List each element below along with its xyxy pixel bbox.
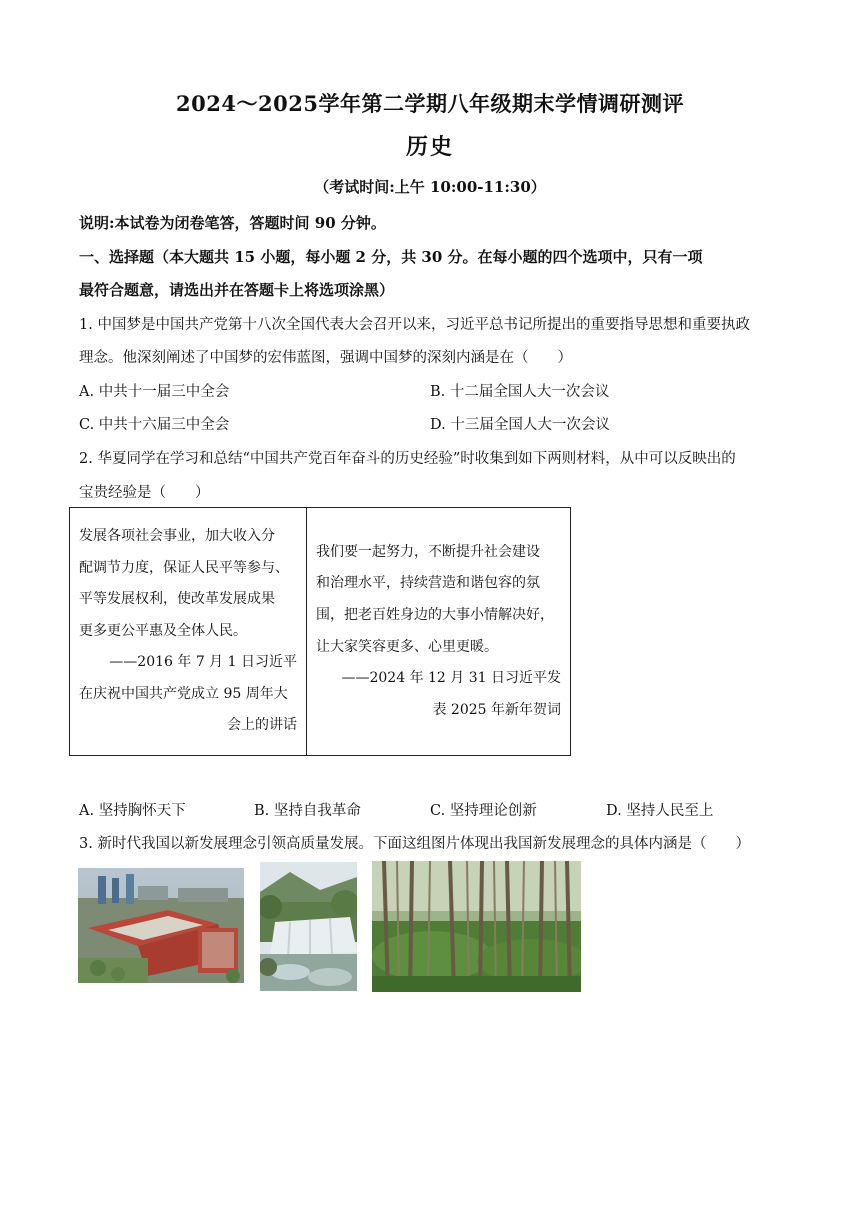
q1-option-d[interactable]: D. 十三届全国人大一次会议 <box>430 417 610 433</box>
material-right-line: 围，把老百姓身边的大事小情解决好， <box>316 606 554 623</box>
material-right-line: 我们要一起努力，不断提升社会建设 <box>316 543 540 560</box>
material-right-cell <box>307 508 571 756</box>
q2-option-c[interactable]: C. 坚持理论创新 <box>430 803 537 819</box>
material-left-source: 在庆祝中国共产党成立 95 周年大 <box>79 685 288 702</box>
q1-stem-line1: 1. 中国梦是中国共产党第十八次全国代表大会召开以来，习近平总书记所提出的重要指导思想和重要执政 <box>79 317 750 333</box>
q2-stem-line1: 2. 华夏同学在学习和总结“中国共产党百年奋斗的历史经验”时收集到如下两则材料，从中可以反映出的 <box>79 451 736 467</box>
q1-stem-line2: 理念。他深刻阐述了中国梦的宏伟蓝图，强调中国梦的深刻内涵是在（ ） <box>79 350 572 366</box>
instructions: 说明:本试卷为闭卷笔答，答题时间 90 分钟。 <box>79 214 386 232</box>
campus-aerial-photo <box>78 868 244 983</box>
material-left-cell <box>70 508 307 756</box>
q2-option-a[interactable]: A. 坚持胸怀天下 <box>79 803 186 819</box>
q2-option-b[interactable]: B. 坚持自我革命 <box>254 803 361 819</box>
material-left-source: ——2016 年 7 月 1 日习近平 <box>109 654 297 671</box>
material-left-line: 配调节力度，保证人民平等参与、 <box>79 559 289 576</box>
q1-option-a[interactable]: A. 中共十一届三中全会 <box>79 384 230 400</box>
q2-option-d[interactable]: D. 坚持人民至上 <box>606 803 714 819</box>
material-right-line: 让大家笑容更多、心里更暖。 <box>316 638 498 655</box>
q2-stem-line2: 宝贵经验是（ ） <box>79 485 210 501</box>
section-heading-line2: 最符合题意，请选出并在答题卡上将选项涂黑） <box>79 281 395 299</box>
section-heading-line1: 一、选择题（本大题共 15 小题，每小题 2 分，共 30 分。在每小题的四个选项中，只有一项 <box>79 248 703 266</box>
material-left-line: 更多更公平惠及全体人民。 <box>79 622 247 639</box>
material-right-source: 表 2025 年新年贺词 <box>432 701 561 718</box>
subject-title: 历史 <box>405 134 454 160</box>
material-left-source: 会上的讲话 <box>227 717 297 734</box>
q1-option-c[interactable]: C. 中共十六届三中全会 <box>79 417 230 433</box>
q1-option-b[interactable]: B. 十二届全国人大一次会议 <box>430 384 610 400</box>
material-right-line: 和治理水平，持续营造和谐包容的氛 <box>316 575 540 592</box>
forest-photo <box>372 861 581 992</box>
material-left-line: 平等发展权利，使改革发展成果 <box>79 591 275 608</box>
material-table <box>69 507 571 756</box>
exam-title: 2024～2025学年第二学期八年级期末学情调研测评 <box>176 91 684 116</box>
material-left-line: 发展各项社会事业，加大收入分 <box>79 527 275 544</box>
waterfall-photo <box>260 862 357 991</box>
q3-stem: 3. 新时代我国以新发展理念引领高质量发展。下面这组图片体现出我国新发展理念的具体内涵是（ ） <box>79 836 750 852</box>
material-right-source: ——2024 年 12 月 31 日习近平发 <box>341 670 561 687</box>
exam-time: （考试时间:上午 10:00-11:30） <box>314 178 546 196</box>
